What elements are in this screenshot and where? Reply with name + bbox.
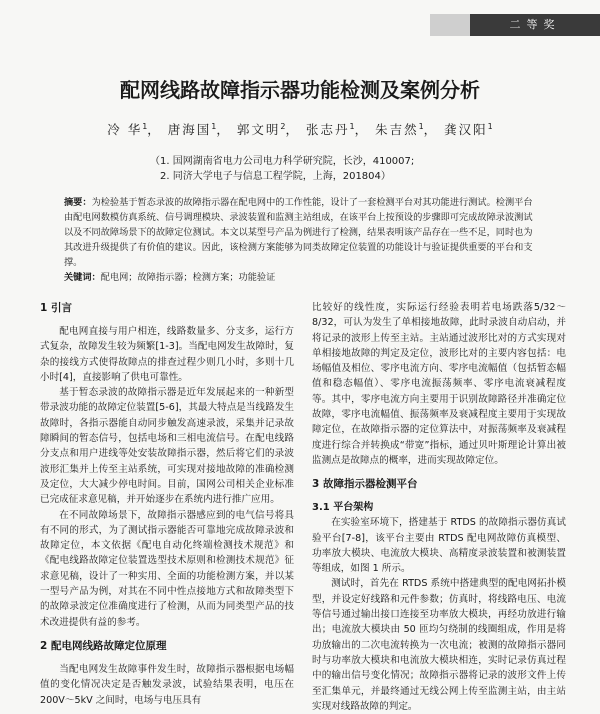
author: 郭文明$^2$ [236, 121, 286, 137]
abstract-block [64, 195, 534, 285]
paragraph: 比较好的线性度，实际运行经验表明若电场跌落5/32～8/32，可认为发生了单相接地故障，此时录波自动启动，并将记录的波形上传至主站。主站通过波形比对的方式实现对单相接地故障的判定及定位，波形比对的主要内容包括：电场幅值及相位、零序电流方向、零序电流幅值（包括暂态幅值和稳态幅值）、零序电流振荡频率、零序电流衰减程度等。其中，零序电流方向主要用于识别故障路径并准确定位故障，零序电流幅值、振荡频率及衰减程度主要用于实现故障定位，在故障指示器的定位算法中，对振荡频率及衰减程度进行综合并转换成“带宽”指标，通过贝叶斯理论计算出被监测点是故障点的概率，进而实现故障定位。 [312, 302, 566, 466]
award-label: 二等奖 [470, 14, 600, 36]
author: 唐海国$^1$ [167, 121, 217, 137]
keywords: 关键词：配电网；故障指示器；检测方案；功能验证 [64, 272, 276, 283]
paragraph: 当配电网发生故障事件发生时，故障指示器根据电场幅值的变化情况决定是否触发录波，试验结果表明，电压在 200V～5kV 之间时，电场与电压具有 [40, 663, 294, 706]
paragraph: 在不同故障场景下，故障指示器感应到的电气信号将具有不同的形式，为了测试指示器能否可靠地完成故障录波和故障定位，本文依据《配电自动化终端检测技术规范》和《配电线路故障定位装置选型技术原则和检测技术规范》征求意见稿，设计了一种实用、全面的功能检测方案，并以某一型号产品为例，对其在不同中性点接地方式和故障类型下的故障录波定位准确度进行了检测，从而为同类型产品的技术改进提供有益的参考。 [40, 509, 294, 628]
section-heading: 2 配电网线路故障定位原理 [40, 639, 167, 652]
right-column [312, 300, 566, 714]
author-list: 冷 华$^1$， 唐海国$^1$， 郭文明$^2$， 张志丹$^1$， 朱吉然$^1$， 龚汉阳$^1$ [107, 121, 493, 137]
author: 冷 华$^1$ [107, 121, 148, 137]
paper-title: 配网线路故障指示器功能检测及案例分析 [120, 78, 480, 102]
section-heading: 3 故障指示器检测平台 [312, 478, 418, 491]
left-column [40, 300, 294, 708]
section-heading: 1 引言 [40, 302, 72, 314]
award-banner [430, 14, 600, 36]
paragraph: 配电网直接与用户相连，线路数量多、分支多，运行方式复杂，故障发生较为频繁[1-3]。当配电网发生故障时，复杂的接线方式使得故障点的排查过程少则几小时，多则十几小时[4]，直接影响了供电可靠性。 [40, 326, 294, 383]
author: 张志丹$^1$ [305, 121, 355, 137]
paragraph: 基于暂态录波的故障指示器是近年发展起来的一种新型带录波功能的故障定位装置[5-6]，其最大特点是当线路发生故障时，各指示器能自动同步触发高速录波，采集并记录故障瞬间的暂态信号，包括电场和三相电流信号。在配电线路分支点和用户进线等处安装故障指示器，然后将它们的录波波形汇集并上传至主站系统，可实现对接地故障的准确检测及定位，大大减少停电时间。目前，国网公司相关企业标准已完成征求意见稿，并开始逐步在系统内进行推广应用。 [40, 387, 294, 506]
abstract-text: 摘要：为检验基于暂态录波的故障指示器在配电网中的工作性能，设计了一套检测平台对其功能进行测试。检测平台由配电网数模仿真系统、信号调理模块、录波装置和监测主站组成，在该平台上按预设的步骤即可完成故障录波测试以及不同故障场景下的故障定位测试。本文以某型号产品为例进行了检测，结果表明该产品存在一些不足，同时也为其改进升级提供了有价值的建议。因此，该检测方案能够为同类故障定位装置的功能设计与验证提供重要的平台和支撑。 [64, 197, 533, 268]
author: 龚汉阳$^1$ [444, 121, 493, 137]
paragraph: 在实验室环境下，搭建基于 RTDS 的故障指示器仿真试验平台[7-8]，该平台主要由 RTDS 配电网故障仿真模型、功率放大模块、电流放大模块、高精度录波装置和被测装置等组成，如图 1 所示。 [312, 517, 566, 575]
affiliation-1: （1. 国网湖南省电力公司电力科学研究院，长沙，410007; [150, 156, 415, 167]
paragraph: 测试时，首先在 RTDS 系统中搭建典型的配电网拓扑模型，并设定好线路和元件参数；仿真时，将线路电压、电流等信号通过输出接口连接至功率放大模块，再经功放进行输出；电流放大模块由 50 匝均匀绕制的线圈组成，作用是将功放输出的二次电流转换为一次电流；被测的故障指示器同时与功率放大模块和电流放大模块相连，实时记录仿真过程中的输出信号变化情况；故障指示器将记录的波形文件上传至汇集单元，并最终通过无线公网上传至监测主站，由主站实现对线路故障的判定。 [312, 578, 566, 712]
subsection-heading: 3.1 平台架构 [312, 502, 374, 514]
affiliation-2: 2. 同济大学电子与信息工程学院，上海，201804） [160, 171, 391, 182]
author: 朱吉然$^1$ [375, 121, 424, 137]
award-banner-accent [430, 14, 470, 36]
